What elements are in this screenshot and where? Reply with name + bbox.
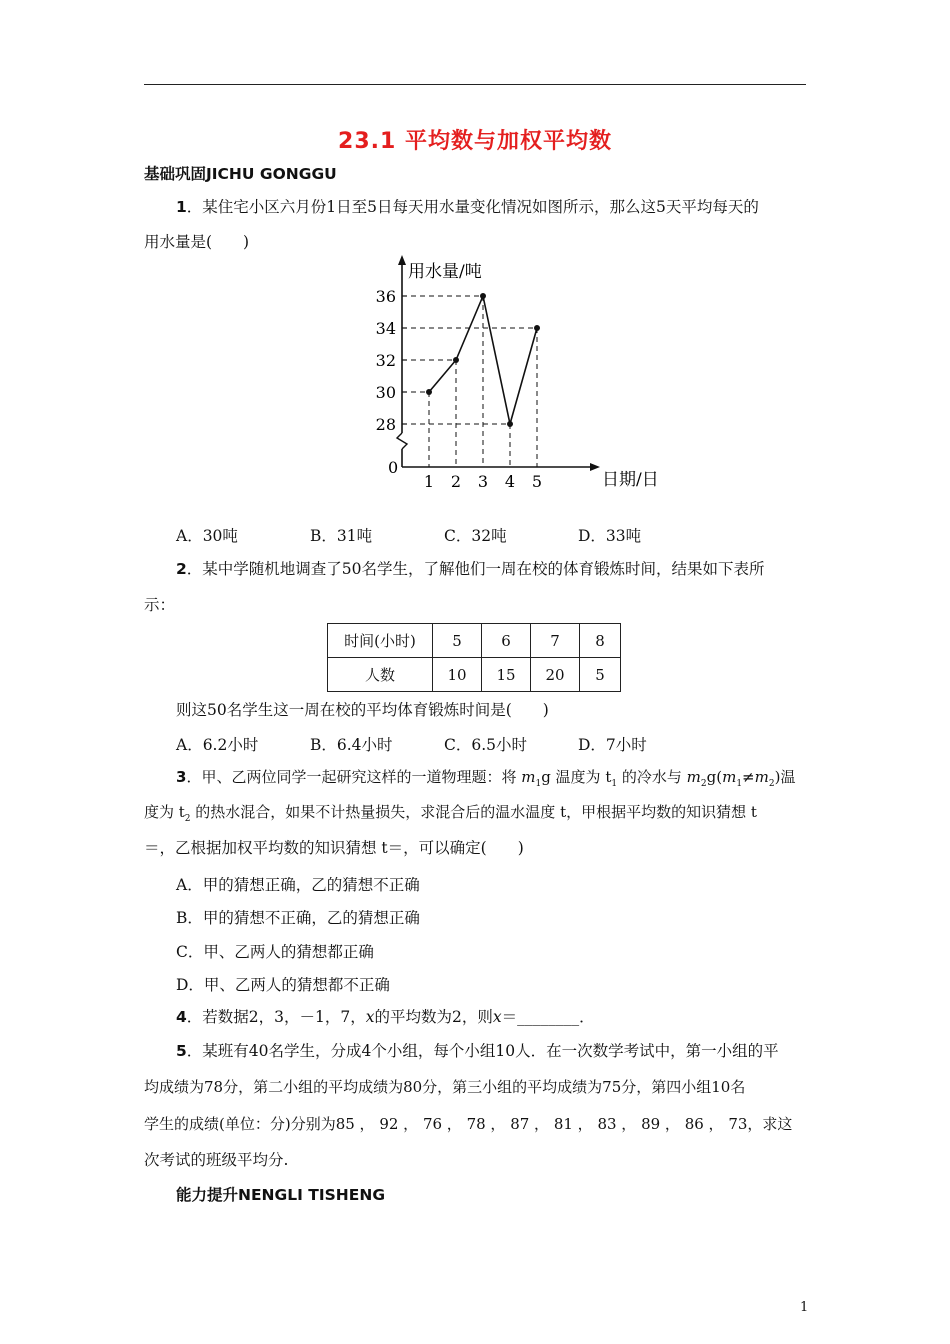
x-tick-label: 1 xyxy=(423,472,435,491)
q1-line2: 用水量是( ) xyxy=(144,233,250,251)
data-point xyxy=(507,421,513,427)
q3-option-a: A．甲的猜想正确，乙的猜想不正确 xyxy=(176,876,420,894)
x-tick-label: 5 xyxy=(531,472,543,491)
y-tick-label: 30 xyxy=(375,383,396,402)
q1-option-d: D．33吨 xyxy=(578,527,642,545)
q4-line: 4．若数据2，3，－1，7，x的平均数为2，则x＝________． xyxy=(176,1008,595,1026)
table-cell: 15 xyxy=(482,658,531,692)
data-point xyxy=(480,293,486,299)
y-tick-label: 28 xyxy=(375,415,396,434)
data-point xyxy=(426,389,432,395)
q1-line1: 1．某住宅小区六月份1日至5日每天用水量变化情况如图所示，那么这5天平均每天的 xyxy=(176,198,759,216)
table-cell: 6 xyxy=(482,624,531,658)
table-cell: 20 xyxy=(531,658,580,692)
y-axis-break xyxy=(397,433,407,449)
y-tick-label: 34 xyxy=(375,319,396,338)
x-tick-label: 3 xyxy=(477,472,489,491)
x-tick-label: 2 xyxy=(450,472,462,491)
q3-option-c: C．甲、乙两人的猜想都正确 xyxy=(176,943,374,961)
q2-option-b: B．6.4小时 xyxy=(310,736,393,754)
q3-line2: 度为 $t_2$ 的热水混合，如果不计热量损失，求混合后的温水温度 t，甲根据平均数的知识猜想 t xyxy=(144,803,757,824)
page-number: 1 xyxy=(800,1300,809,1315)
q1-number: 1 xyxy=(176,198,187,216)
water-usage-chart xyxy=(360,255,659,495)
q2-line3: 则这50名学生这一周在校的平均体育锻炼时间是( ) xyxy=(176,701,549,719)
q1-option-a: A．30吨 xyxy=(176,527,238,545)
q3-number: 3 xyxy=(176,768,187,786)
y-tick-label: 36 xyxy=(375,287,396,306)
exercise-time-table xyxy=(327,623,621,692)
section-heading-basic: 基础巩固JICHU GONGGU xyxy=(144,165,337,183)
header-rule xyxy=(144,84,806,85)
q2-line2: 示： xyxy=(144,596,176,614)
q5-line4: 次考试的班级平均分. xyxy=(144,1151,289,1169)
x-axis-label: 日期/日 xyxy=(602,470,659,490)
q3-option-b: B．甲的猜想不正确，乙的猜想正确 xyxy=(176,909,420,927)
q5-line1: 5．某班有40名学生，分成4个小组，每个小组10人．在一次数学考试中，第一小组的平 xyxy=(176,1042,779,1060)
origin-label: 0 xyxy=(388,458,399,477)
q3-line3: ＝，乙根据加权平均数的知识猜想 t＝，可以确定( ) xyxy=(144,839,524,857)
table-row xyxy=(328,624,621,658)
q1-option-c: C．32吨 xyxy=(444,527,507,545)
q2-option-a: A．6.2小时 xyxy=(176,736,259,754)
q4-number: 4 xyxy=(176,1008,187,1026)
q2-line1: 2．某中学随机地调查了50名学生，了解他们一周在校的体育锻炼时间，结果如下表所 xyxy=(176,560,765,578)
q3-option-d: D．甲、乙两人的猜想都不正确 xyxy=(176,976,390,994)
y-tick-label: 32 xyxy=(375,351,396,370)
table-cell: 8 xyxy=(580,624,621,658)
table-cell: 5 xyxy=(580,658,621,692)
section-heading-advanced: 能力提升NENGLI TISHENG xyxy=(176,1186,386,1204)
data-point xyxy=(534,325,540,331)
q5-line3: 学生的成绩(单位：分)分别为85 ， 92 ， 76 ， 78 ， 87 ， 81 ， 83 ， 89 ， 86 ， 73，求这 xyxy=(144,1115,793,1133)
table-header-cell: 人数 xyxy=(328,658,433,692)
data-point xyxy=(453,357,459,363)
q2-number: 2 xyxy=(176,560,187,578)
table-header-cell: 时间(小时) xyxy=(328,624,433,658)
table-cell: 5 xyxy=(433,624,482,658)
x-tick-label: 4 xyxy=(504,472,516,491)
q1-option-b: B．31吨 xyxy=(310,527,373,545)
x-axis-arrow xyxy=(590,463,600,471)
page-title: 23.1 平均数与加权平均数 xyxy=(338,129,612,154)
q5-number: 5 xyxy=(176,1042,187,1060)
table-cell: 7 xyxy=(531,624,580,658)
q2-option-d: D．7小时 xyxy=(578,736,647,754)
table-cell: 10 xyxy=(433,658,482,692)
y-axis-label: 用水量/吨 xyxy=(408,262,482,282)
q2-option-c: C．6.5小时 xyxy=(444,736,528,754)
y-axis-arrow xyxy=(398,255,406,265)
q5-line2: 均成绩为78分，第二小组的平均成绩为80分，第三小组的平均成绩为75分，第四小组10名 xyxy=(144,1078,746,1096)
q3-line1: 3．甲、乙两位同学一起研究这样的一道物理题：将 $m_1g$ 温度为 $t_1$ 的冷水与 $m_2g(m_1\ne m_2)$温 xyxy=(176,768,796,789)
table-row xyxy=(328,658,621,692)
